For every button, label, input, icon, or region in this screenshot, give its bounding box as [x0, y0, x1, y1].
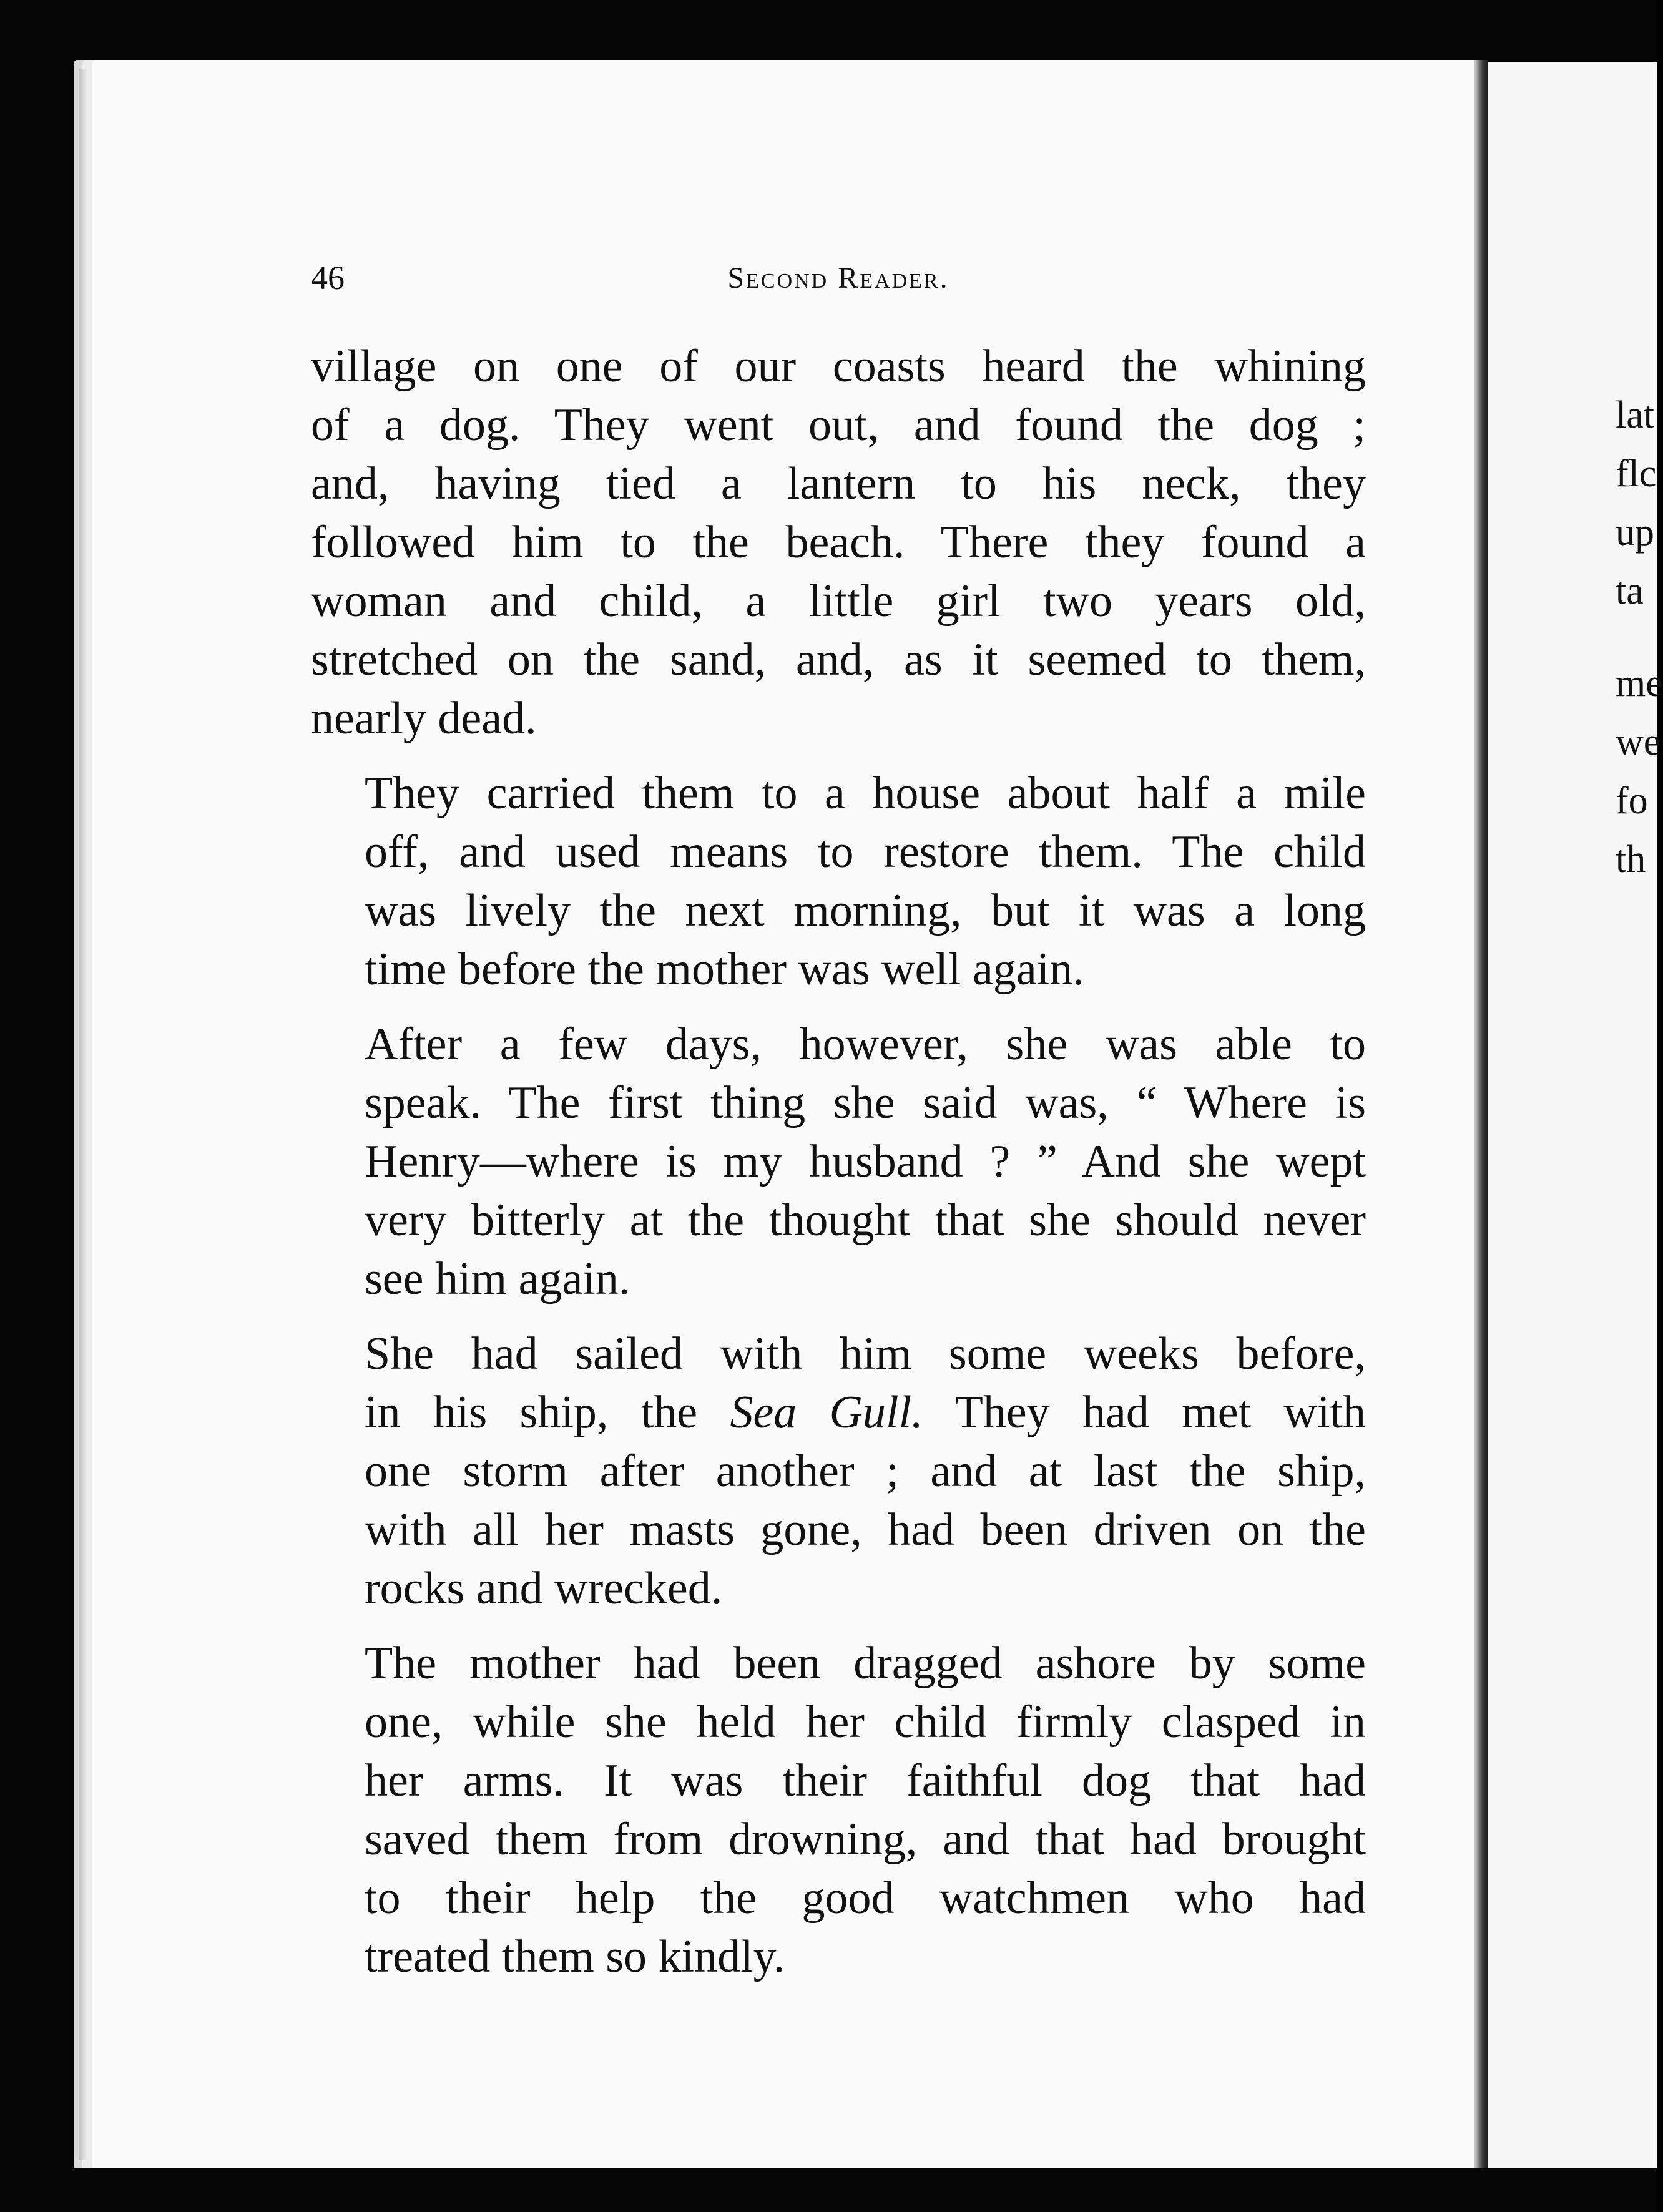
paragraph-3	[311, 1015, 1366, 1308]
facing-page-fragments	[1616, 386, 1663, 889]
ship-name: Sea Gull.	[730, 1387, 923, 1438]
text-line: very bitterly at the thought that she should never	[365, 1195, 1366, 1246]
text-line: was lively the next morning, but it was a long	[365, 885, 1366, 936]
text-line: off, and used means to restore them. The child	[365, 826, 1366, 878]
text-line: stretched on the sand, and, as it seemed to them,	[311, 634, 1366, 685]
text-segment: They had met with	[923, 1387, 1366, 1438]
body-text	[311, 337, 1366, 2002]
text-line: woman and child, a little girl two years old,	[311, 575, 1366, 627]
text-line: her arms. It was their faithful dog that had	[365, 1755, 1366, 1806]
text-line: see him again.	[365, 1253, 630, 1304]
text-line: They carried them to a house about half a mile	[365, 768, 1366, 819]
book-gutter	[1474, 60, 1488, 2168]
paragraph-4	[311, 1324, 1366, 1618]
text-line: She had sailed with him some weeks before,	[365, 1328, 1366, 1379]
facing-fragment: flc	[1616, 453, 1657, 495]
facing-fragment: fo	[1616, 780, 1648, 822]
text-line	[311, 1383, 1366, 1442]
facing-fragment: me	[1616, 662, 1663, 705]
right-page	[1488, 62, 1657, 2168]
text-line: Henry—where is my husband ? ” And she wept	[365, 1136, 1366, 1187]
facing-fragment: lat	[1616, 394, 1654, 436]
paragraph-2	[311, 764, 1366, 999]
page-number: 46	[311, 259, 345, 296]
text-line: treated them so kindly.	[365, 1931, 785, 1982]
text-line: nearly dead.	[311, 693, 537, 744]
text-line: of a dog. They went out, and found the dog ;	[311, 399, 1366, 451]
text-line: The mother had been dragged ashore by some	[365, 1638, 1366, 1689]
paragraph-5	[311, 1634, 1366, 1986]
text-line: saved them from drowning, and that had brought	[365, 1814, 1366, 1865]
text-line: village on one of our coasts heard the whining	[311, 341, 1366, 392]
text-line: one, while she held her child firmly clasped in	[365, 1696, 1366, 1748]
text-line: After a few days, however, she was able to	[365, 1019, 1366, 1070]
text-line: rocks and wrecked.	[365, 1563, 723, 1614]
facing-fragment: th	[1616, 838, 1646, 881]
text-line: speak. The first thing she said was, “ Where is	[365, 1077, 1366, 1128]
facing-gap	[1616, 620, 1663, 654]
text-line: time before the mother was well again.	[365, 944, 1084, 995]
text-line: followed him to the beach. There they found a	[311, 517, 1366, 568]
paragraph-1	[311, 337, 1366, 748]
text-line: one storm after another ; and at last the ship,	[365, 1446, 1366, 1497]
running-head	[311, 258, 1366, 308]
left-page-edge	[79, 69, 87, 2160]
facing-fragment: up	[1616, 511, 1654, 554]
facing-fragment: we	[1616, 721, 1661, 763]
running-title: Second Reader.	[727, 262, 949, 295]
text-line: with all her masts gone, had been driven on the	[365, 1504, 1366, 1555]
text-line: to their help the good watchmen who had	[365, 1872, 1366, 1924]
text-line: and, having tied a lantern to his neck, they	[311, 458, 1366, 509]
text-segment: in his ship, the	[365, 1387, 730, 1438]
facing-fragment: ta	[1616, 570, 1644, 612]
